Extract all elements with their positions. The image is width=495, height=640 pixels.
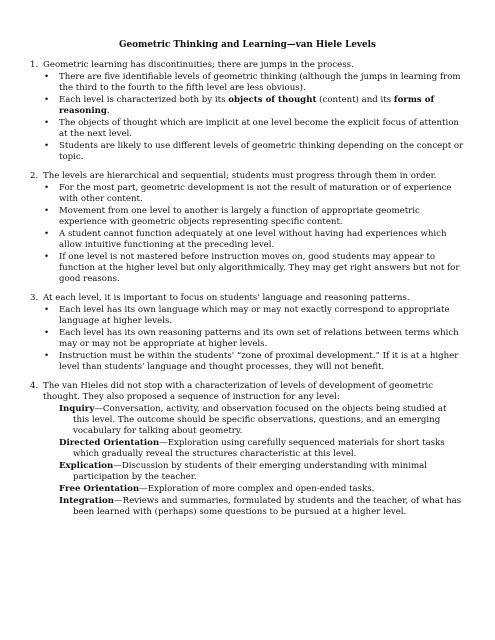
phase-description: —Reviews and summaries, formulated by students and the teacher, of what has been learned with (perhaps) some questions to be pursued at a higher level. bbox=[73, 496, 462, 517]
list-item-text: The objects of thought which are implicit at one level become the explicit focus of attention at the next level. bbox=[59, 118, 459, 139]
list-item bbox=[43, 206, 465, 228]
list-item-text: Instruction must be within the students' “zone of proximal development.” If it is at a higher level than students' language and thought processes, they will not benefit. bbox=[59, 351, 459, 372]
phase-description: —Conversation, activity, and observation focused on the objects being studied at this level. The outcome should be specific observations, questions, and an emerging vocabulary for talking about geometry. bbox=[73, 404, 447, 436]
phase-explication bbox=[43, 461, 465, 483]
emphasis-forms-of-reasoning: forms of reasoning bbox=[59, 95, 435, 116]
bullet-icon: • bbox=[44, 252, 50, 262]
list-item-text: There are five identifiable levels of geometric thinking (although the jumps in learning from the third to the fourth to the fifth level are less obvious). bbox=[59, 72, 461, 93]
section-lead: Geometric learning has discontinuities; there are jumps in the process. bbox=[43, 60, 354, 70]
list-item-text: Each level has its own reasoning patterns and its own set of relations between terms which may or may not be appropriate at higher levels. bbox=[59, 328, 459, 349]
emphasis-objects-of-thought: objects of thought bbox=[228, 95, 317, 105]
section-2 bbox=[30, 171, 465, 285]
bullet-icon: • bbox=[44, 229, 50, 239]
phase-description: —Exploration of more complex and open-ended tasks. bbox=[139, 484, 375, 494]
list-item-text-pre: Each level is characterized both by its bbox=[59, 95, 229, 105]
phase-free-orientation bbox=[43, 484, 465, 495]
bullet-list bbox=[43, 72, 465, 163]
bullet-list bbox=[43, 183, 465, 285]
phase-integration bbox=[43, 496, 465, 518]
bullet-icon: • bbox=[44, 351, 50, 361]
phase-inquiry bbox=[43, 404, 465, 437]
list-item-text-post: . bbox=[106, 106, 110, 116]
list-item bbox=[43, 252, 465, 285]
list-item-text: Each level has its own language which may or may not exactly correspond to appropriate language at higher levels. bbox=[59, 305, 450, 326]
bullet-icon: • bbox=[44, 141, 50, 151]
phase-term: Inquiry bbox=[59, 404, 95, 414]
list-item bbox=[43, 72, 465, 94]
list-item-text-mid: (content) and its bbox=[316, 95, 394, 105]
section-number: 1. bbox=[30, 60, 39, 70]
phase-term: Free Orientation bbox=[59, 484, 140, 494]
bullet-icon: • bbox=[44, 95, 50, 105]
section-number: 3. bbox=[30, 293, 39, 303]
phase-description: —Exploration using carefully sequenced materials for short tasks which gradually reveal the structures characteristic at this level. bbox=[73, 438, 445, 459]
list-item-text: Movement from one level to another is largely a function of appropriate geometric experience with geometric objects representing specific content. bbox=[59, 206, 420, 227]
list-item bbox=[43, 118, 465, 140]
section-lead: The levels are hierarchical and sequential; students must progress through them in order. bbox=[43, 171, 437, 181]
section-4 bbox=[30, 381, 465, 518]
bullet-icon: • bbox=[44, 328, 50, 338]
section-lead: At each level, it is important to focus on students' language and reasoning patterns. bbox=[43, 293, 410, 303]
section-number: 4. bbox=[30, 381, 39, 391]
list-item-text: For the most part, geometric development is not the result of maturation or of experience with other content. bbox=[59, 183, 452, 204]
list-item bbox=[43, 229, 465, 251]
bullet-icon: • bbox=[44, 305, 50, 315]
section-1 bbox=[30, 60, 465, 163]
bullet-icon: • bbox=[44, 183, 50, 193]
phase-description: —Discussion by students of their emerging understanding with minimal participation by the teacher. bbox=[73, 461, 427, 482]
bullet-icon: • bbox=[44, 206, 50, 216]
phase-directed-orientation bbox=[43, 438, 465, 460]
list-item bbox=[43, 95, 465, 117]
list-item bbox=[43, 351, 465, 373]
bullet-icon: • bbox=[44, 118, 50, 128]
section-lead: The van Hieles did not stop with a characterization of levels of development of geometric thought. They also proposed a sequence of instruction for any level: bbox=[43, 381, 434, 402]
list-item bbox=[43, 141, 465, 163]
phase-term: Directed Orientation bbox=[59, 438, 160, 448]
bullet-icon: • bbox=[44, 72, 50, 82]
section-3 bbox=[30, 293, 465, 373]
list-item bbox=[43, 183, 465, 205]
list-item-text: Students are likely to use different levels of geometric thinking depending on the concept or topic. bbox=[59, 141, 464, 162]
list-item-text: If one level is not mastered before instruction moves on, good students may appear to function at the higher level but only algorithmically. They may get right answers but not for good reasons. bbox=[59, 252, 460, 284]
bullet-list bbox=[43, 305, 465, 373]
list-item-text: A student cannot function adequately at one level without having had experiences which allow intuitive functioning at the preceding level. bbox=[59, 229, 447, 250]
section-number: 2. bbox=[30, 171, 39, 181]
document-title: Geometric Thinking and Learning—van Hiele Levels bbox=[119, 40, 376, 50]
list-item bbox=[43, 328, 465, 350]
phase-term: Explication bbox=[59, 461, 114, 471]
list-item bbox=[43, 305, 465, 327]
phase-term: Integration bbox=[59, 496, 115, 506]
